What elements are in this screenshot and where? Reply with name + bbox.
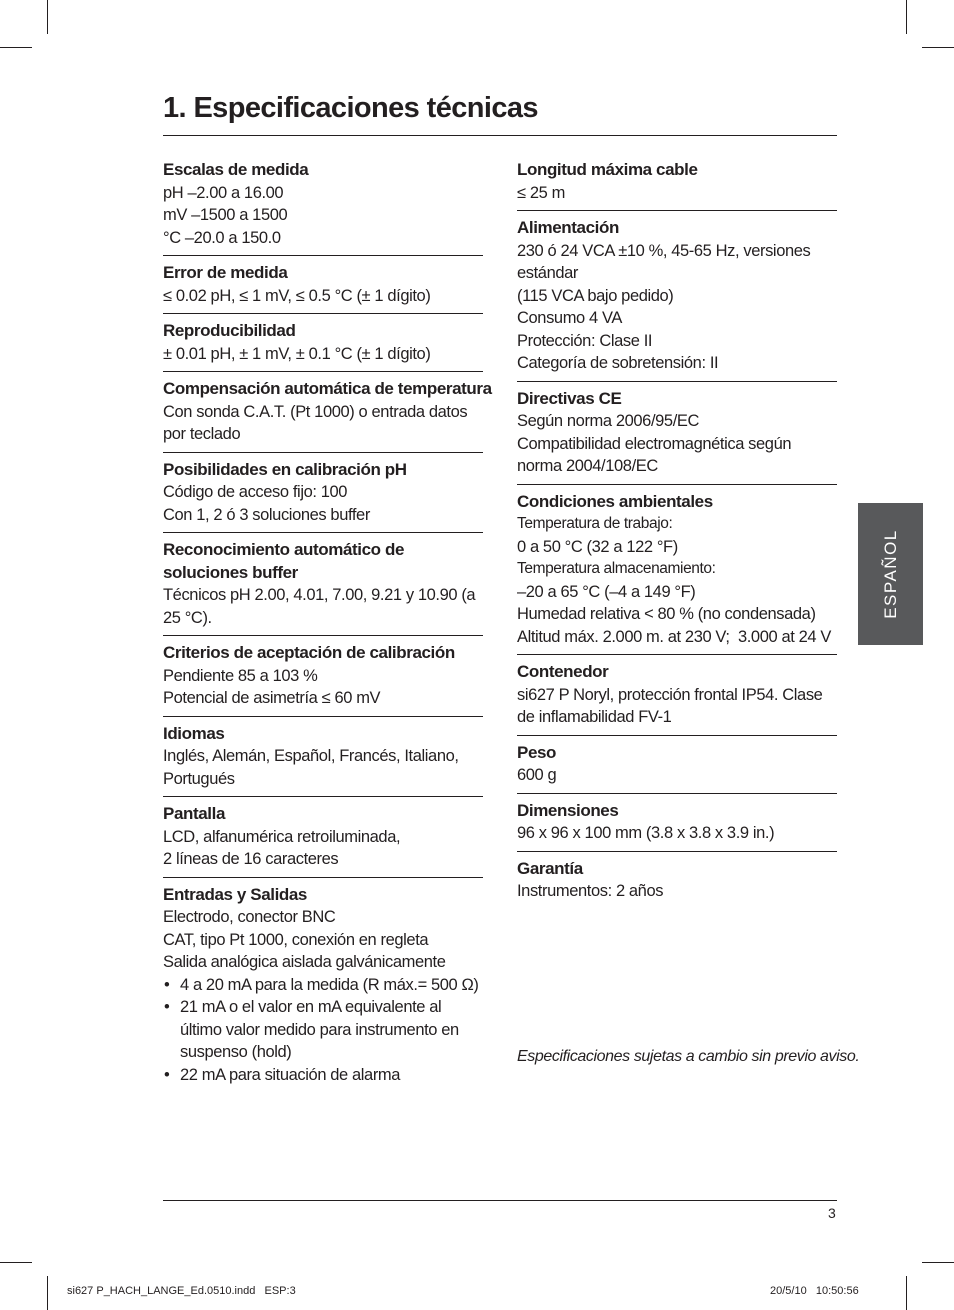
spec-value: –20 a 65 °C (–4 a 149 °F) [517, 582, 696, 601]
spec-value: Instrumentos: 2 años [517, 882, 664, 900]
spec-value: LCD, alfanumérica retroiluminada, [163, 827, 401, 846]
spec-value: Electrodo, conector BNC [163, 908, 336, 926]
language-tab [858, 503, 923, 645]
spec-label: Reconocimiento automático de soluciones buffer [163, 540, 405, 582]
spec-value: pH –2.00 a 16.00 [163, 183, 284, 202]
spec-label: Peso [517, 742, 557, 762]
spec-value: CAT, tipo Pt 1000, conexión en regleta [163, 930, 429, 949]
bullet-item: • 22 mA para situación de alarma [163, 1064, 483, 1087]
spec-dimensions [517, 800, 837, 852]
spec-label: Contenedor [517, 662, 609, 681]
spec-buffer-recognition [163, 539, 483, 636]
spec-value: Altitud máx. 2.000 m. at 230 V; 3.000 at 24 V [517, 627, 831, 646]
spec-measuring-ranges [163, 159, 483, 256]
spec-value: Según norma 2006/95/EC [517, 412, 699, 430]
spec-value: si627 P Noryl, protección frontal IP54. Clase de inflamabilidad FV-1 [517, 685, 823, 726]
spec-temperature-compensation [163, 378, 492, 453]
print-slug-date: 20/5/10 10:50:56 [770, 1285, 859, 1297]
spec-inputs-outputs [163, 884, 483, 1093]
spec-value: Consumo 4 VA [517, 309, 622, 327]
spec-value: Temperatura almacenamiento: [517, 560, 716, 577]
spec-display [163, 803, 483, 878]
spec-label: Garantía [517, 858, 583, 878]
spec-label: Longitud máxima cable [517, 160, 698, 179]
spec-value: 96 x 96 x 100 mm (3.8 x 3.8 x 3.9 in.) [517, 824, 775, 842]
spec-label: Criterios de aceptación de calibración [163, 643, 455, 662]
spec-max-cable-length [517, 159, 837, 211]
spec-weight [517, 742, 837, 794]
right-column [517, 159, 837, 915]
spec-value: (115 VCA bajo pedido) [517, 286, 674, 305]
spec-value: ≤ 25 m [517, 183, 565, 202]
spec-label: Dimensiones [517, 800, 619, 820]
spec-warranty [517, 858, 837, 909]
spec-power-supply [517, 217, 837, 382]
spec-value: Categoría de sobretensión: II [517, 354, 719, 372]
spec-value: Con sonda C.A.T. (Pt 1000) o entrada datos por teclado [163, 402, 468, 443]
spec-value: Con 1, 2 ó 3 soluciones buffer [163, 505, 370, 524]
spec-label: Idiomas [163, 723, 225, 743]
bullet-item: • 21 mA o el valor en mA equivalente al último valor medido para instrumento en suspenso (hold) [163, 996, 483, 1064]
spec-label: Escalas de medida [163, 160, 309, 179]
spec-ph-calibration [163, 459, 483, 534]
spec-label: Directivas CE [517, 388, 622, 408]
spec-ce-directives [517, 388, 837, 485]
language-tab-label: ESPAÑOL [880, 529, 900, 619]
spec-measuring-error [163, 262, 483, 314]
page-number: 3 [828, 1205, 836, 1221]
output-bullet-list [163, 974, 483, 1087]
spec-value: ± 0.01 pH, ± 1 mV, ± 0.1 °C (± 1 dígito) [163, 344, 431, 363]
spec-value: Inglés, Alemán, Español, Francés, Italiano, Portugués [163, 747, 459, 788]
spec-label: Error de medida [163, 263, 288, 282]
spec-label: Alimentación [517, 218, 619, 237]
spec-value: Protección: Clase II [517, 331, 653, 350]
spec-value: Técnicos pH 2.00, 4.01, 7.00, 9.21 y 10.90 (a 25 °C). [163, 586, 476, 627]
crop-mark [47, 0, 48, 34]
print-slug-file: si627 P_HACH_LANGE_Ed.0510.indd ESP:3 [67, 1285, 296, 1297]
spec-value: ≤ 0.02 pH, ≤ 1 mV, ≤ 0.5 °C (± 1 dígito) [163, 286, 431, 305]
spec-label: Compensación automática de temperatura [163, 379, 492, 398]
spec-value: Salida analógica aislada galvánicamente [163, 953, 446, 971]
spec-reproducibility [163, 320, 483, 372]
crop-mark [922, 47, 954, 48]
spec-value: 0 a 50 °C (32 a 122 °F) [517, 537, 678, 556]
crop-mark [922, 1262, 954, 1263]
spec-environmental-conditions [517, 491, 837, 656]
crop-mark [0, 47, 32, 48]
spec-housing [517, 661, 837, 736]
spec-value: 2 líneas de 16 caracteres [163, 850, 339, 868]
spec-label: Pantalla [163, 804, 225, 823]
specifications-notice: Especificaciones sujetas a cambio sin previo aviso. [517, 1048, 860, 1065]
spec-value: 230 ó 24 VCA ±10 %, 45-65 Hz, versiones estándar [517, 241, 811, 282]
crop-mark [0, 1262, 32, 1263]
crop-mark [906, 1276, 907, 1310]
spec-label: Reproducibilidad [163, 321, 296, 340]
left-column [163, 159, 492, 1098]
spec-languages [163, 723, 483, 798]
spec-value: 600 g [517, 766, 557, 784]
crop-mark [906, 0, 907, 34]
footer-divider [163, 1200, 837, 1201]
crop-mark [47, 1276, 48, 1310]
spec-calibration-criteria [163, 642, 483, 717]
spec-label: Condiciones ambientales [517, 491, 713, 511]
spec-label: Entradas y Salidas [163, 884, 307, 904]
spec-value: Temperatura de trabajo: [517, 515, 673, 532]
spec-value: Pendiente 85 a 103 % [163, 666, 318, 685]
spec-value: Humedad relativa < 80 % (no condensada) [517, 605, 816, 623]
title-divider [163, 135, 837, 136]
spec-value: Compatibilidad electromagnética según norma 2004/108/EC [517, 434, 792, 475]
spec-value: Código de acceso fijo: 100 [163, 483, 348, 501]
spec-value: mV –1500 a 1500 [163, 206, 288, 224]
page-title: 1. Especificaciones técnicas [163, 92, 538, 124]
bullet-item: • 4 a 20 mA para la medida (R máx.= 500 Ω) [163, 974, 483, 997]
spec-value: °C –20.0 a 150.0 [163, 228, 281, 247]
spec-label: Posibilidades en calibración pH [163, 459, 407, 479]
spec-value: Potencial de asimetría ≤ 60 mV [163, 689, 381, 707]
